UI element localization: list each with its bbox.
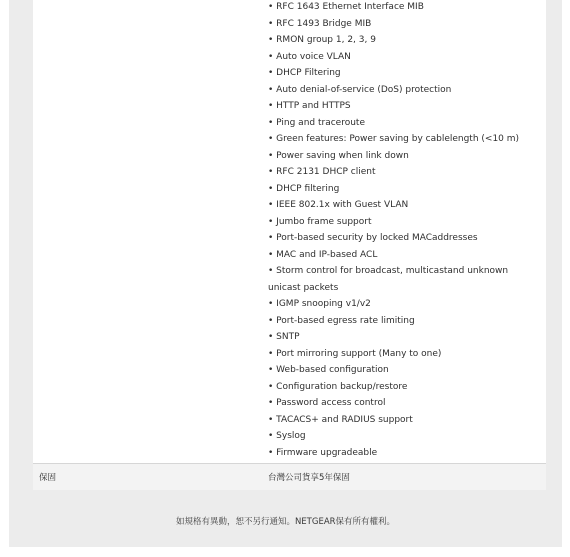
feature-item: • TACACS+ and RADIUS support: [268, 414, 413, 425]
spec-table: [33, 0, 546, 490]
feature-item: • DHCP Filtering: [268, 68, 341, 78]
feature-item: • RFC 1493 Bridge MIB: [268, 18, 372, 29]
feature-item: • Port mirroring support (Many to one): [268, 348, 442, 359]
feature-item: • HTTP and HTTPS: [268, 101, 351, 111]
features-label-cell: [39, 0, 259, 462]
feature-item: • Green features: Power saving by cablelength (<10 m): [268, 134, 520, 144]
feature-item: • RMON group 1, 2, 3, 9: [268, 35, 376, 45]
feature-item: • RFC 2131 DHCP client: [268, 167, 376, 177]
feature-item: • Port-based egress rate limiting: [268, 315, 415, 326]
feature-item: • Firmware upgradeable: [268, 447, 378, 458]
feature-item: • DHCP filtering: [268, 183, 340, 194]
features-list: [268, 0, 538, 461]
feature-item: • Storm control for broadcast, multicastand unknown unicast packets: [268, 266, 509, 293]
warranty-value: 台灣公司貨享5年保固: [268, 473, 350, 483]
feature-item: • Web-based configuration: [268, 365, 389, 375]
feature-item: • IEEE 802.1x with Guest VLAN: [268, 200, 409, 210]
feature-item: • RFC 1643 Ethernet Interface MIB: [268, 2, 424, 12]
feature-item: • Ping and traceroute: [268, 117, 365, 128]
feature-item: • Jumbo frame support: [268, 216, 372, 227]
feature-item: • Port-based security by locked MACaddresses: [268, 233, 478, 243]
feature-item: • Auto denial-of-service (DoS) protection: [268, 84, 452, 95]
warranty-label: 保固: [39, 473, 57, 483]
page-background: [9, 0, 562, 547]
feature-item: • MAC and IP-based ACL: [268, 249, 378, 260]
feature-item: • SNTP: [268, 332, 300, 342]
feature-item: • Syslog: [268, 431, 306, 441]
feature-item: • Power saving when link down: [268, 150, 409, 161]
feature-item: • Auto voice VLAN: [268, 51, 351, 62]
feature-item: • Configuration backup/restore: [268, 381, 408, 392]
feature-item: • Password access control: [268, 398, 386, 408]
feature-item: • IGMP snooping v1/v2: [268, 299, 371, 309]
footer-note: 如規格有異動，恕不另行通知。NETGEAR保有所有權利。: [175, 517, 396, 527]
